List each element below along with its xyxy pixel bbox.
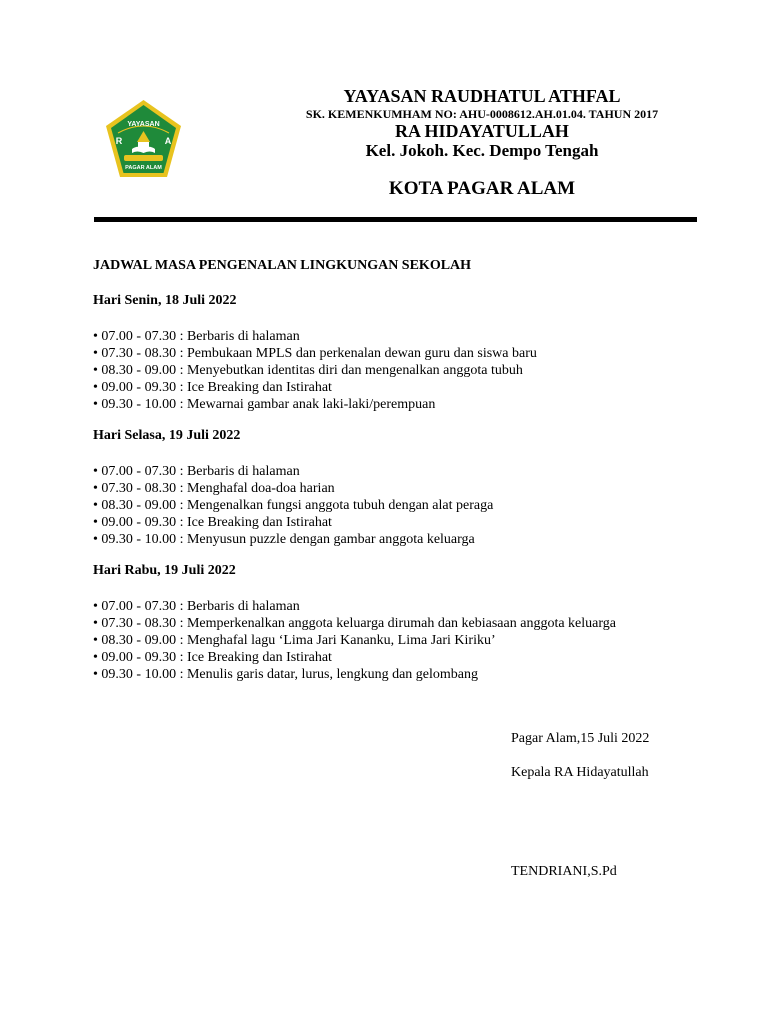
signature-position: Kepala RA Hidayatullah bbox=[511, 765, 649, 780]
signature-place-date: Pagar Alam,15 Juli 2022 bbox=[511, 731, 650, 746]
day-heading: Hari Senin, 18 Juli 2022 bbox=[93, 293, 237, 308]
schedule-item: • 07.00 - 07.30 : Berbaris di halaman bbox=[93, 464, 300, 479]
schedule-list bbox=[93, 463, 713, 548]
schedule-item: • 09.00 - 09.30 : Ice Breaking dan Istirahat bbox=[93, 380, 332, 395]
schedule-list bbox=[93, 598, 713, 683]
document-title: JADWAL MASA PENGENALAN LINGKUNGAN SEKOLAH bbox=[93, 258, 472, 273]
registration-number: SK. KEMENKUMHAM NO: AHU-0008612.AH.01.04. TAHUN 2017 bbox=[305, 107, 659, 121]
schedule-item: • 09.00 - 09.30 : Ice Breaking dan Istirahat bbox=[93, 515, 332, 530]
day-schedule-tuesday bbox=[93, 426, 713, 548]
logo-bottom-text: PAGAR ALAM bbox=[125, 165, 162, 171]
logo-ribbon bbox=[124, 155, 163, 161]
schedule-item: • 09.30 - 10.00 : Mewarnai gambar anak laki-laki/perempuan bbox=[93, 397, 436, 412]
signature-name: TENDRIANI,S.Pd bbox=[511, 864, 617, 879]
logo-letter-right: A bbox=[164, 136, 172, 146]
foundation-logo bbox=[102, 97, 185, 181]
schedule-item: • 07.00 - 07.30 : Berbaris di halaman bbox=[93, 599, 300, 614]
pentagon-emblem-icon bbox=[102, 97, 185, 181]
schedule-item: • 09.00 - 09.30 : Ice Breaking dan Istirahat bbox=[93, 650, 332, 665]
schedule-item: • 09.30 - 10.00 : Menulis garis datar, lurus, lengkung dan gelombang bbox=[93, 667, 478, 682]
day-schedule-monday bbox=[93, 291, 713, 413]
schedule-item: • 08.30 - 09.00 : Mengenalkan fungsi anggota tubuh dengan alat peraga bbox=[93, 498, 494, 513]
schedule-item: • 08.30 - 09.00 : Menyebutkan identitas diri dan mengenalkan anggota tubuh bbox=[93, 363, 523, 378]
schedule-item: • 07.30 - 08.30 : Pembukaan MPLS dan perkenalan dewan guru dan siswa baru bbox=[93, 346, 537, 361]
day-heading: Hari Selasa, 19 Juli 2022 bbox=[93, 428, 241, 443]
city-name: KOTA PAGAR ALAM bbox=[388, 178, 576, 199]
foundation-name: YAYASAN RAUDHATUL ATHFAL bbox=[343, 86, 621, 106]
day-schedule-wednesday bbox=[93, 561, 713, 683]
schedule-item: • 08.30 - 09.00 : Menghafal lagu ‘Lima Jari Kananku, Lima Jari Kiriku’ bbox=[93, 633, 496, 648]
schedule-item: • 07.30 - 08.30 : Menghafal doa-doa harian bbox=[93, 481, 335, 496]
day-heading: Hari Rabu, 19 Juli 2022 bbox=[93, 563, 236, 578]
logo-letter-left: R bbox=[115, 136, 123, 146]
header-divider bbox=[94, 217, 697, 222]
logo-top-text: YAYASAN bbox=[127, 121, 160, 128]
school-address: Kel. Jokoh. Kec. Dempo Tengah bbox=[365, 141, 599, 160]
school-name: RA HIDAYATULLAH bbox=[395, 121, 569, 141]
schedule-item: • 07.00 - 07.30 : Berbaris di halaman bbox=[93, 329, 300, 344]
schedule-item: • 09.30 - 10.00 : Menyusun puzzle dengan gambar anggota keluarga bbox=[93, 532, 475, 547]
schedule-list bbox=[93, 328, 713, 413]
schedule-item: • 07.30 - 08.30 : Memperkenalkan anggota keluarga dirumah dan kebiasaan anggota keluarga bbox=[93, 616, 616, 631]
